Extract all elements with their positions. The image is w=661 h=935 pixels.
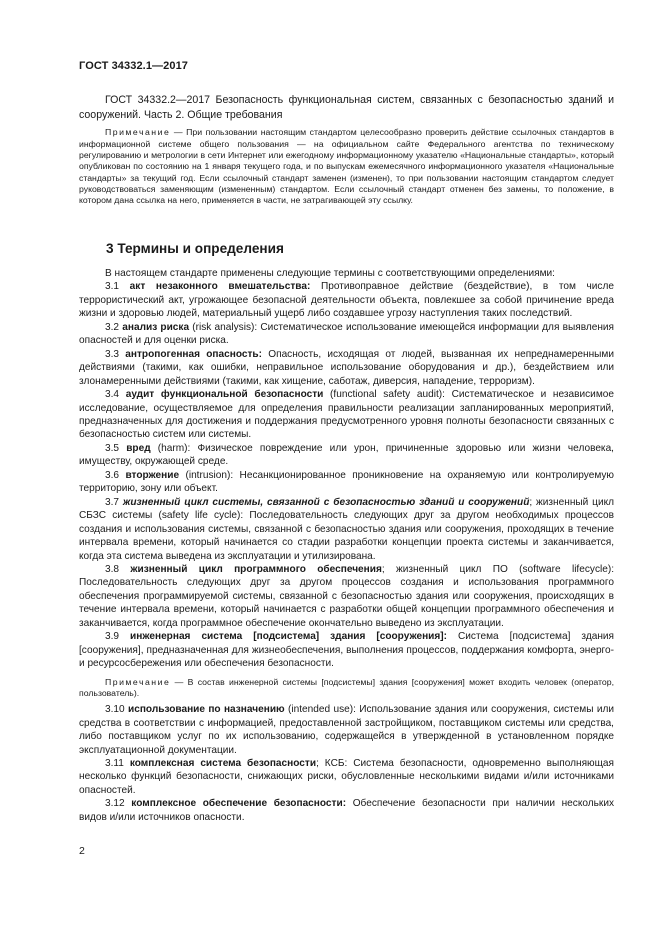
section-intro: В настоящем стандарте применены следующие термины с соответствующими определениями: [105, 268, 555, 279]
normative-references [79, 93, 614, 206]
note-text: — При пользовании настоящим стандартом целесообразно проверить действие ссылочных стандартов в информационной системе общего пользования — на официальном сайте Федерального агентства по техническому регулированию и метрологии в сети Интернет или ежегодному информационному указателю «Национальные стандарты», который опубликован по состоянию на 1 января текущего года, и по выпускам ежемесячного информационного указателя «Национальные стандарты» за текущий год. Если ссылочный стандарт заменен (изменен), то при пользовании настоящим стандартом следует руководствоваться заменяющим (измененным) стандартом. Если ссылочный стандарт отменен без замены, то положение, в котором дана ссылка на него, применяется в части, не затрагивающей эту ссылку. [79, 127, 614, 206]
term-name: анализ риска [122, 321, 190, 333]
term-entry: 3.9 инженерная система [подсистема] здания [сооружения]: Система [подсистема] здания [сооружения], предназначенная для жизнеобеспечения, выполнения процессов, поддержания комфорта, энерго- и ресурсосбережения или обеспечения безопасности. [79, 631, 614, 670]
term-entry: 3.8 жизненный цикл программного обеспечения; жизненный цикл ПО (software lifecycle): Последовательность следующих друг за другом процессов создания и использования программного обеспечения программируемой системы, связанной с безопасностью здания или сооружения, происходящих в течение интервала времени, который начинается с разработки общей концепции программного обеспечения и заканчивается, когда программное обеспечение окончательно выведено из эксплуатации. [79, 563, 615, 629]
term-name: вторжение [125, 469, 180, 481]
term-name: жизненный цикл системы, связанной с безопасностью зданий и сооружений [122, 496, 530, 508]
term-name: акт незаконного вмешательства: [129, 281, 311, 293]
term-name: комплексная система безопасности [129, 758, 317, 769]
note-label: Примечание [105, 676, 171, 687]
term-entry: 3.4 аудит функциональной безопасности (functional safety audit): Систематическое и независимое исследование, осуществляемое для определения правильности реализации запланированных мероприятий, предназначенных для достижения и поддержания предусмотренного уровня полноты безопасности связанных с безопасностью систем или системы. [79, 389, 614, 441]
term-name: жизненный цикл программного обеспечения [130, 563, 382, 575]
document-header: ГОСТ 34332.1—2017 [79, 60, 189, 72]
note-label: Примечание [105, 127, 171, 138]
page-number: 2 [79, 845, 85, 857]
term-name: инженерная система [подсистема] здания [сооружения]: [130, 631, 448, 643]
term-entry: 3.11 комплексная система безопасности; КСБ: Система безопасности, одновременно выполняющая несколько функций безопасности, снижающих риски, обусловленные несколькими видами и/или источниками опасностей. [79, 758, 615, 796]
term-name: аудит функциональной безопасности [125, 389, 324, 401]
term-entry: 3.1 акт незаконного вмешательства: Противоправное действие (бездействие), в том числе террористический акт, угрожающее безопасной деятельности объекта, повлекшее за собой причинение вреда жизни и здоровью людей, материальный ущерб либо создавшее угрозу наступления таких последствий. [79, 281, 614, 320]
note-text: — В состав инженерной системы [подсистемы] здания [сооружения] может входить человек (оператор, пользователь). [79, 676, 614, 698]
reference-note [79, 127, 614, 206]
term-name: вред [126, 442, 151, 454]
reference-item: ГОСТ 34332.2—2017 Безопасность функциональная систем, связанных с безопасностью зданий и сооружений. Часть 2. Общие требования [79, 94, 614, 122]
terms-list [79, 267, 614, 824]
term-note [79, 677, 614, 700]
term-name: использование по назначению [128, 704, 285, 716]
section-title: 3 Термины и определения [106, 241, 284, 256]
term-entry: 3.2 анализ риска (risk analysis): Систематическое использование имеющейся информации для выявления опасностей и для оценки риска. [79, 321, 615, 347]
term-name: антропогенная опасность: [125, 348, 263, 360]
term-entry: 3.5 вред (harm): Физическое повреждение или урон, причиненные здоровью или жизни человека, имуществу, окружающей среде. [79, 442, 614, 468]
term-entry: 3.12 комплексное обеспечение безопасности: Обеспечение безопасности при наличии нескольких видов и/или источников опасности. [79, 798, 615, 823]
term-entry: 3.3 антропогенная опасность: Опасность, исходящая от людей, вызванная их непреднамеренными действиями (такими, как ошибки, неправильное использование оборудования и др.), бездействием или злонамеренными действиями (такими, как хищение, саботаж, диверсия, нападение, терроризм). [79, 348, 615, 387]
term-entry: 3.6 вторжение (intrusion): Несанкционированное проникновение на охраняемую или контролируемую территорию, зону или объект. [79, 469, 614, 495]
term-entry: 3.10 использование по назначению (intended use): Использование здания или сооружения, системы или средства в соответствии с информацией, предоставленной застройщиком, поставщиком системы или средства, либо поставщиком услуг по их использованию, содержащейся в утвержденной в установленном порядке эксплуатационной документации. [79, 704, 614, 756]
term-entry: 3.7 жизненный цикл системы, связанной с безопасностью зданий и сооружений; жизненный цикл СБЗС системы (safety life cycle): Последовательность следующих друг за другом необходимых процессов создания и использования системы, связанной с безопасностью здания или сооружения, проходящих в течение интервала времени, который начинается со стадии разработки концепции проекта системы и заканчивается, когда эта система выведена из эксплуатации и утилизирована. [79, 496, 614, 562]
term-name: комплексное обеспечение безопасности: [131, 798, 347, 810]
